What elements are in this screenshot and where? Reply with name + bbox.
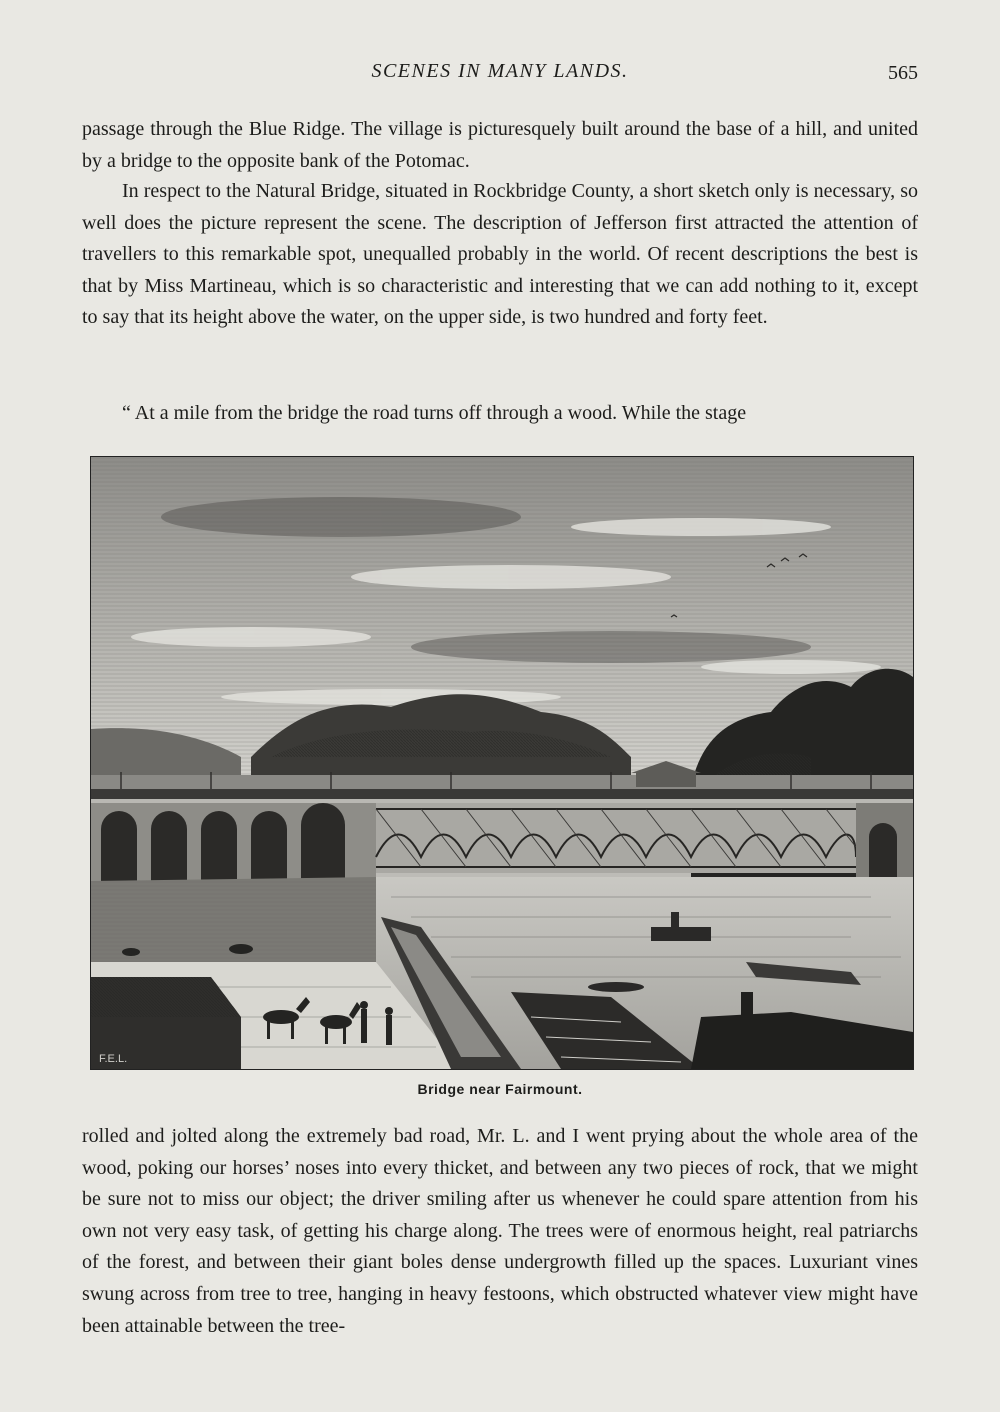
paragraph-3: “ At a mile from the bridge the road turns off through a wood. While the stage	[122, 402, 747, 424]
page-number: 565	[888, 62, 918, 84]
paragraph-4: rolled and jolted along the extremely bad road, Mr. L. and I went prying about the whole area of the wood, poking our horses’ noses into every thicket, and between any two pieces of rock, that we might be sure not to miss our object; the driver smiling after us whenever he could spare attention from his own not very easy task, of getting his charge along. The trees were of enormous height, real patriarchs of the forest, and between their giant boles dense undergrowth filled up the spaces. Luxuriant vines swung across from tree to tree, hanging in heavy festoons, which obstructed whatever view might have been attainable between the tree-	[82, 1125, 918, 1337]
paragraph-2: In respect to the Natural Bridge, situated in Rockbridge County, a short sketch only is necessary, so well does the picture represent the scene. The description of Jefferson first attracted the attention of travellers to this remarkable spot, unequalled probably in the world. Of recent descriptions the best is that by Miss Martineau, which is so characteristic and interesting that we can add nothing to it, except to say that its height above the water, on the upper side, is two hundred and forty feet.	[82, 180, 918, 329]
page-header	[0, 60, 1000, 90]
bridge-engraving	[90, 456, 914, 1070]
figure-caption: Bridge near Fairmount.	[417, 1081, 583, 1097]
running-head: SCENES IN MANY LANDS.	[371, 60, 629, 82]
engraver-mark: F.E.L.	[99, 1053, 128, 1065]
paragraph-1: passage through the Blue Ridge. The village is picturesquely built around the base of a hill, and united by a bridge to the opposite bank of the Potomac.	[82, 118, 918, 172]
